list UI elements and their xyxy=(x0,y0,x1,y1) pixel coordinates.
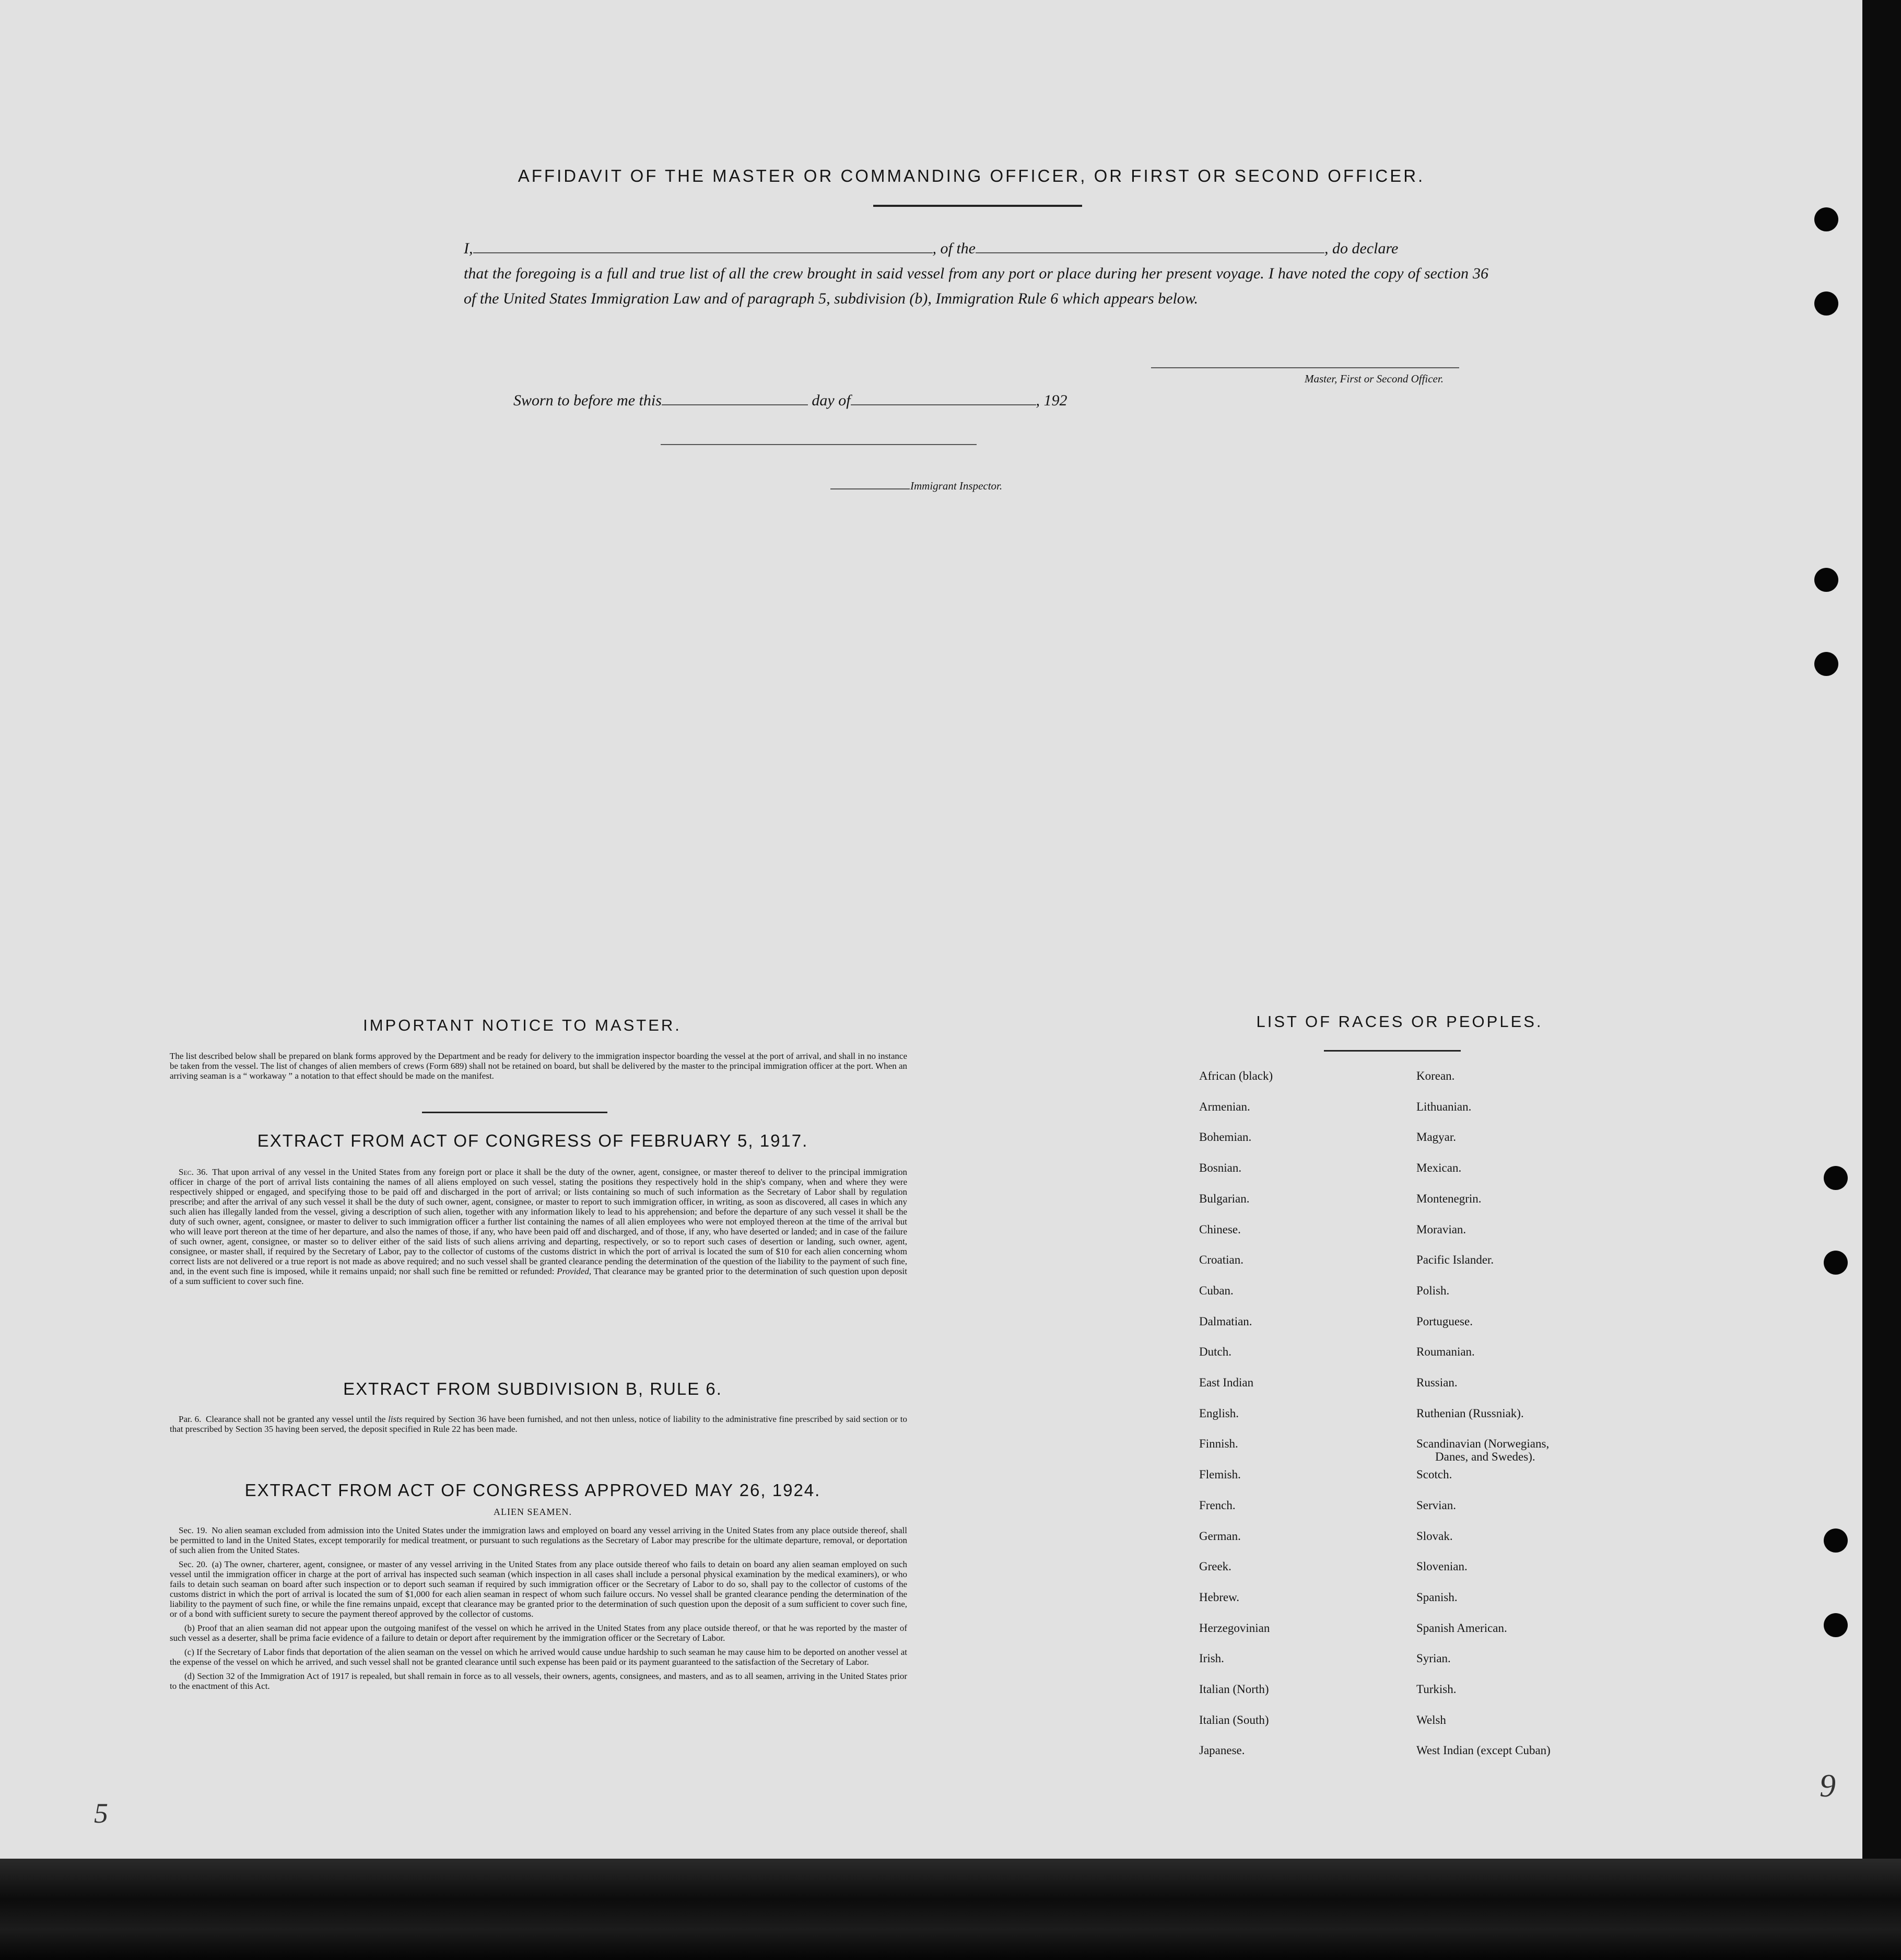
month-blank[interactable] xyxy=(851,392,1036,405)
year-prefix: , 192 xyxy=(1036,392,1067,409)
race-left-1: Armenian. xyxy=(1199,1100,1250,1113)
race-left-3: Bosnian. xyxy=(1199,1161,1242,1174)
rule6-text-b: required by Section 36 have been furnished, and not then unless, notice of liability to the administrative fine prescribed by said section or to that prescribed by Section 35 having been served, the deposit specified in Rule 22 has been made. xyxy=(170,1414,908,1434)
race-right-20: Turkish. xyxy=(1416,1683,1457,1696)
punch-hole xyxy=(1824,1529,1848,1553)
punch-hole xyxy=(1824,1251,1848,1275)
rule6-text-a: Clearance shall not be granted any vessel until the xyxy=(205,1414,386,1424)
race-right-1: Lithuanian. xyxy=(1416,1100,1472,1113)
extract-1924-title: EXTRACT FROM ACT OF CONGRESS APPROVED MAY 26, 1924. xyxy=(244,1480,821,1500)
race-left-22: Japanese. xyxy=(1199,1744,1245,1757)
sworn-line xyxy=(513,392,1067,410)
day-blank[interactable] xyxy=(662,392,808,405)
proviso-text: That clearance may be granted prior to the determination of such question upon deposit of a sum sufficient to cover such fine. xyxy=(170,1266,908,1286)
affidavit-body: that the foregoing is a full and true list of all the crew brought in said vessel from any port or place during her present voyage. I have noted the copy of section 36 of the United States Immigration Law and of paragraph 5, subdivision (b), Immigration Rule 6 which appears below. xyxy=(464,265,1488,307)
race-left-7: Cuban. xyxy=(1199,1284,1234,1297)
race-left-0: African (black) xyxy=(1199,1069,1273,1082)
race-left-2: Bohemian. xyxy=(1199,1130,1252,1144)
punch-hole xyxy=(1814,568,1838,592)
i-label: I, xyxy=(464,240,473,257)
punch-hole xyxy=(1814,652,1838,676)
extract-1924-body xyxy=(170,1525,907,1691)
race-right-19: Syrian. xyxy=(1416,1652,1451,1665)
lists-word: lists xyxy=(388,1414,403,1424)
race-right-3: Mexican. xyxy=(1416,1161,1462,1174)
race-left-11: English. xyxy=(1199,1407,1239,1420)
race-left-13: Flemish. xyxy=(1199,1468,1241,1481)
race-left-8: Dalmatian. xyxy=(1199,1315,1252,1328)
extract-1917-body xyxy=(170,1167,907,1286)
race-left-19: Irish. xyxy=(1199,1652,1224,1665)
race-left-20: Italian (North) xyxy=(1199,1683,1269,1696)
punch-hole xyxy=(1824,1613,1848,1637)
race-right-22: West Indian (except Cuban) xyxy=(1416,1744,1551,1757)
sec-36-label: Sec. 36. xyxy=(179,1167,208,1177)
race-right-6: Pacific Islander. xyxy=(1416,1253,1494,1266)
race-right-18: Spanish American. xyxy=(1416,1621,1507,1635)
inspector-caption: Immigrant Inspector. xyxy=(910,480,1003,492)
extract-1917-title: EXTRACT FROM ACT OF CONGRESS OF FEBRUARY 5, 1917. xyxy=(257,1131,808,1150)
affidavit-declaration-line xyxy=(464,236,1488,261)
race-left-17: Hebrew. xyxy=(1199,1591,1240,1604)
notice-title: IMPORTANT NOTICE TO MASTER. xyxy=(363,1016,682,1034)
race-left-12: Finnish. xyxy=(1199,1437,1238,1450)
race-left-6: Croatian. xyxy=(1199,1253,1243,1266)
sec-20c-paragraph: (c) If the Secretary of Labor finds that deportation of the alien seaman on the vessel on which he arrived would cause undue hardship to such seaman he may cause him to be deported on another vessel at the expense of the vessel on which he arrived, and such vessel shall not be granted clearance until such expense has been paid or its payment guaranteed to the satisfaction of the Secretary of Labor. xyxy=(170,1647,907,1667)
extract-rule6-title: EXTRACT FROM SUBDIVISION B, RULE 6. xyxy=(343,1379,722,1398)
notice-body: The list described below shall be prepared on blank forms approved by the Department and be ready for delivery to the immigration inspector boarding the vessel at the port of arrival, and shall in no instance be taken from the vessel. The list of changes of alien members of crews (Form 689) shall not be retained on board, but shall be delivered by the master to the principal immigration officer at the port. When an arriving seaman is a “ workaway ” a notation to that effect should be made on the manifest. xyxy=(170,1051,907,1081)
race-left-15: German. xyxy=(1199,1530,1241,1543)
punch-hole xyxy=(1824,1166,1848,1190)
race-right-2: Magyar. xyxy=(1416,1130,1457,1144)
race-left-5: Chinese. xyxy=(1199,1223,1241,1236)
signature-line xyxy=(1151,367,1459,368)
punch-hole xyxy=(1814,207,1838,231)
race-right-5: Moravian. xyxy=(1416,1223,1466,1236)
race-right-15: Slovak. xyxy=(1416,1530,1453,1543)
sec-19-text: No alien seaman excluded from admission into the United States under the immigration laws and employed on board any vessel arriving in the United States from any place outside thereof, shall be permitted to land in the United States, except temporarily for medical treatment, or pursuant to such regulations as the Secretary of Labor may prescribe for the ultimate departure, removal, or deportation of such alien from the United States. xyxy=(170,1525,908,1555)
race-right-0: Korean. xyxy=(1416,1069,1455,1082)
proviso-label: Provided, xyxy=(557,1266,592,1276)
name-blank[interactable] xyxy=(473,240,933,253)
sec-19-label: Sec. 19. xyxy=(179,1525,207,1535)
race-left-9: Dutch. xyxy=(1199,1345,1231,1358)
race-left-10: East Indian xyxy=(1199,1376,1254,1389)
race-right-16: Slovenian. xyxy=(1416,1560,1468,1573)
inspector-signature-line xyxy=(661,444,977,445)
inspector-short-line xyxy=(830,488,910,489)
vessel-blank[interactable] xyxy=(976,240,1324,253)
margin-mark-right: 9 xyxy=(1820,1768,1836,1804)
race-left-4: Bulgarian. xyxy=(1199,1192,1250,1205)
punch-hole xyxy=(1814,291,1838,316)
sec-20a-paragraph xyxy=(170,1559,907,1619)
race-right-12: Scandinavian (Norwegians, xyxy=(1416,1437,1550,1450)
of-the-label: , of the xyxy=(932,240,976,257)
race-right-14: Servian. xyxy=(1416,1499,1457,1512)
race-right-17: Spanish. xyxy=(1416,1591,1458,1604)
race-left-21: Italian (South) xyxy=(1199,1713,1269,1726)
extract-rule6-body xyxy=(170,1414,907,1434)
do-declare-label: , do declare xyxy=(1324,240,1399,257)
race-left-14: French. xyxy=(1199,1499,1236,1512)
sworn-label: Sworn to before me this xyxy=(513,392,662,409)
race-scandinavian-continued: Danes, and Swedes). xyxy=(1435,1450,1535,1463)
alien-seamen-subtitle: ALIEN SEAMEN. xyxy=(494,1507,572,1517)
sec-36-text: That upon arrival of any vessel in the United States from any foreign port or place it shall be the duty of the owner, agent, consignee, or master thereof to deliver to the principal immigration officer in charge of the port of arrival lists containing the names of all aliens employed on such vessel, stating the positions they respectively hold in the ship's company, when and where they were respectively shipped or engaged, and specifying those to be paid off and discharged in the port of arrival; or lists containing so much of such information as the Secretary of Labor shall by regulation prescribe; and after the arrival of any such vessel it shall be the duty of such owner, agent, consignee, or master to report to such immigration officer, in writing, as soon as discovered, all cases in which any such alien has illegally landed from the vessel, giving a description of such alien, together with any information likely to lead to his apprehension; and before the departure of any such vessel it shall be the duty of such owner, agent, consignee, or master to deliver to such immigration officer a further list containing the names of all alien employees who were not employed thereon at the time of the arrival but who will leave port thereon at the time of her departure, and also the names of those, if any, who have been paid off and discharged, and of those, if any, who have deserted or landed; and in case of the failure of such owner, agent, consignee, or master so to deliver either of the said lists of such aliens arriving and departing, respectively, or so to report such cases of desertion or landing, such owner, agent, consignee, or master shall, if required by the Secretary of Labor, pay to the collector of customs of the customs district in which the port of arrival is located the sum of $10 for each alien concerning whom correct lists are not delivered or a true report is not made as above required; and no such vessel shall be granted clearance pending the determination of the question of the liability to the payment of such fine, and, in the event such fine is imposed, while it remains unpaid; nor shall such fine be remitted or refunded: xyxy=(170,1167,907,1276)
par-6-label: Par. 6. xyxy=(179,1414,202,1424)
race-right-10: Russian. xyxy=(1416,1376,1458,1389)
races-underline xyxy=(1324,1050,1461,1052)
races-title: LIST OF RACES OR PEOPLES. xyxy=(1256,1012,1543,1031)
race-left-18: Herzegovinian xyxy=(1199,1621,1270,1635)
race-right-21: Welsh xyxy=(1416,1713,1446,1726)
signature-caption: Master, First or Second Officer. xyxy=(1305,372,1444,385)
race-right-7: Polish. xyxy=(1416,1284,1450,1297)
race-left-16: Greek. xyxy=(1199,1560,1231,1573)
title-underline xyxy=(873,205,1082,207)
race-right-13: Scotch. xyxy=(1416,1468,1452,1481)
sec-20a-text: (a) The owner, charterer, agent, consignee, or master of any vessel arriving in the United States from any place outside thereof who fails to detain on board any alien seaman employed on such vessel until the immigration officer in charge at the port of arrival has inspected such seaman (which inspection in all cases shall include a personal physical examination by the medical examiners), or who fails to detain such seaman on board after such inspection or to deport such seaman if required by such immigration officer or the Secretary of Labor to do so, shall pay to the collector of customs of the customs district in which the port of arrival is located the sum of $1,000 for each alien seaman in respect of whom such failure occurs. No vessel shall be granted clearance pending the determination of the liability to the payment of such fine, or while the fine remains unpaid, except that clearance may be granted prior to the determination of such question upon the deposit of a sum sufficient to cover such fine, or of a bond with sufficient surety to secure the payment thereof approved by the collector of customs. xyxy=(170,1559,908,1619)
sec-20d-paragraph: (d) Section 32 of the Immigration Act of 1917 is repealed, but shall remain in force as to all vessels, their owners, agents, consignees, and masters, and as to all seamen, arriving in the United States prior to the enactment of this Act. xyxy=(170,1671,907,1691)
race-right-9: Roumanian. xyxy=(1416,1345,1475,1358)
sec-20b-paragraph: (b) Proof that an alien seaman did not appear upon the outgoing manifest of the vessel on which he arrived in the United States from any place outside thereof, or that he was reported by the master of such vessel as a deserter, shall be prima facie evidence of a failure to detain or deport after requirement by the immigration officer or the Secretary of Labor. xyxy=(170,1623,907,1643)
notice-divider xyxy=(422,1112,607,1113)
sec-20-label: Sec. 20. xyxy=(179,1559,208,1569)
race-right-8: Portuguese. xyxy=(1416,1315,1473,1328)
sec-19-paragraph xyxy=(170,1525,907,1555)
race-right-4: Montenegrin. xyxy=(1416,1192,1482,1205)
day-of-label: day of xyxy=(812,392,851,409)
margin-mark-left: 5 xyxy=(94,1798,108,1829)
affidavit-title: AFFIDAVIT OF THE MASTER OR COMMANDING OFFICER, OR FIRST OR SECOND OFFICER. xyxy=(518,166,1425,185)
scanner-edge xyxy=(0,1859,1901,1960)
race-right-11: Ruthenian (Russniak). xyxy=(1416,1407,1524,1420)
